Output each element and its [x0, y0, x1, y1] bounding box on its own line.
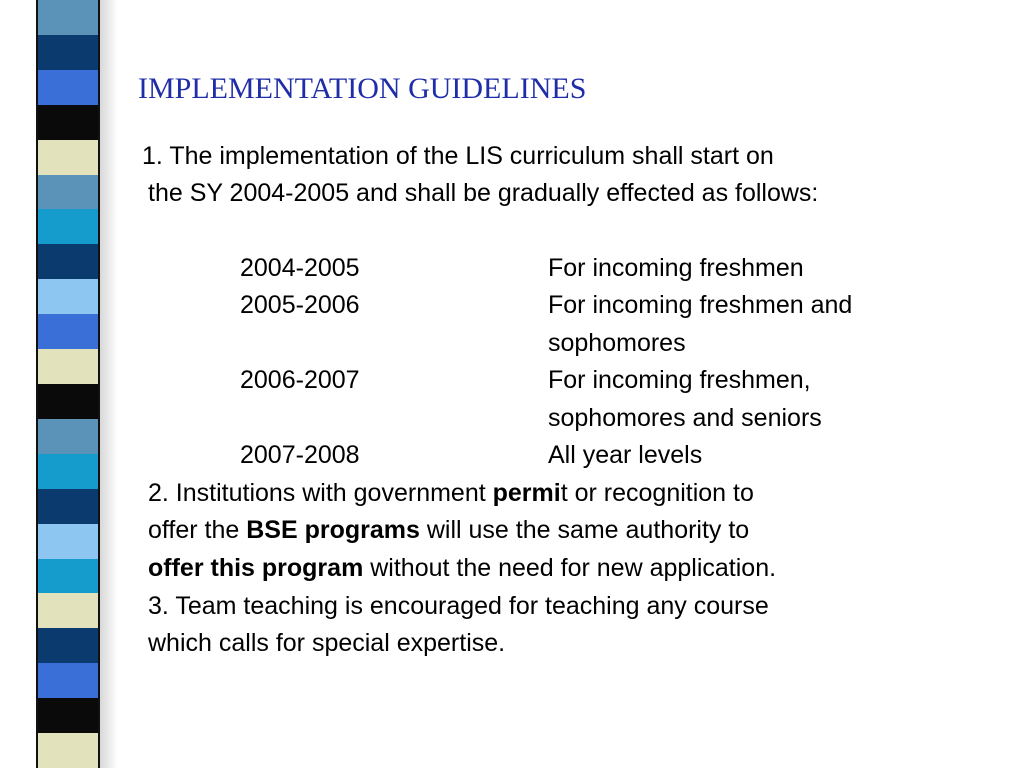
schedule-desc: sophomores and seniors [548, 404, 822, 432]
schedule-desc: For incoming freshmen and [548, 291, 853, 319]
strip-segment [38, 593, 98, 628]
schedule-desc: sophomores [548, 329, 686, 357]
strip-segment [38, 698, 98, 733]
strip-segment [38, 279, 98, 314]
schedule-year: 2006-2007 [240, 366, 360, 394]
item2-bold-text: BSE programs [246, 516, 420, 544]
strip-segment [38, 384, 98, 419]
item2-text: 2. Institutions with government [148, 479, 493, 507]
schedule-desc: For incoming freshmen [548, 254, 804, 282]
schedule-year: 2005-2006 [240, 291, 360, 319]
schedule-desc: All year levels [548, 441, 703, 469]
schedule-desc: For incoming freshmen, [548, 366, 811, 394]
item2-bold-text: permi [492, 479, 561, 507]
strip-segment [38, 559, 98, 594]
item2-bold-text: offer this program [148, 554, 364, 582]
strip-segment [38, 454, 98, 489]
strip-segment [38, 70, 98, 105]
strip-segment [38, 175, 98, 210]
strip-segment [38, 244, 98, 279]
strip-segment [38, 628, 98, 663]
item3-line1: 3. Team teaching is encouraged for teaching any course [148, 592, 769, 620]
schedule-year: 2004-2005 [240, 254, 360, 282]
strip-segment [38, 419, 98, 454]
strip-segment [38, 35, 98, 70]
slide-title: IMPLEMENTATION GUIDELINES [138, 72, 587, 105]
strip-segment [38, 349, 98, 384]
item2-text: without the need for new application. [363, 554, 777, 582]
strip-segment [38, 663, 98, 698]
item1-line1: 1. The implementation of the LIS curriculum shall start on [142, 142, 774, 170]
strip-segment [38, 314, 98, 349]
item3-line2: which calls for special expertise. [148, 629, 506, 657]
item2-text: will use the same authority to [419, 516, 750, 544]
strip-segment [38, 489, 98, 524]
strip-segment [38, 0, 98, 35]
strip-segment [38, 140, 98, 175]
item2-line3 [148, 550, 776, 588]
schedule-year: 2007-2008 [240, 441, 360, 469]
strip-segment [38, 733, 98, 768]
item2-text: t or recognition to [560, 479, 754, 507]
strip-segment [38, 209, 98, 244]
item2-text: offer the [148, 516, 247, 544]
item2-line1 [148, 475, 754, 513]
strip-segment [38, 524, 98, 559]
item1-line2: the SY 2004-2005 and shall be gradually effected as follows: [148, 179, 819, 207]
item2-line2 [148, 512, 749, 550]
strip-segment [38, 105, 98, 140]
decorative-color-strip [36, 0, 100, 768]
